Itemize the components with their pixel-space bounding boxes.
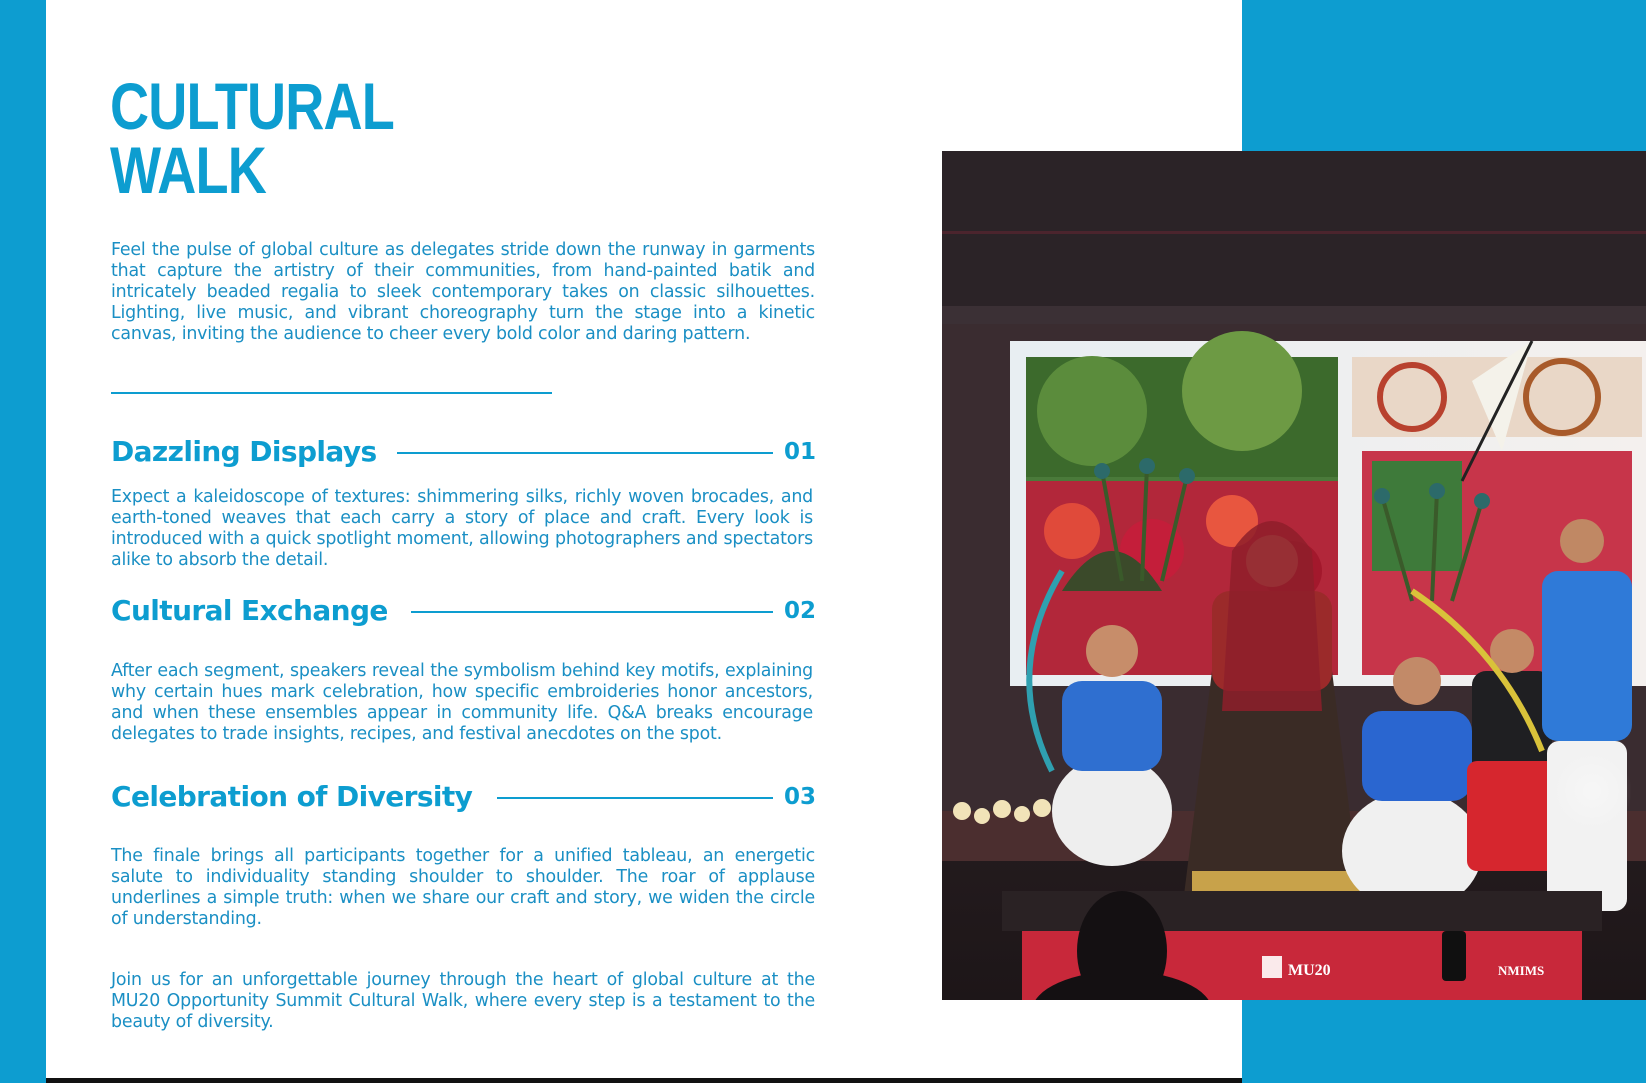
intro-paragraph: Feel the pulse of global culture as delegates stride down the runway in garments that capture the artistry of their communities, from hand-painted batik and intricately beaded regalia to sleek contemporary takes on classic silhouettes. Lighting, live music, and vibrant choreography turn the stage into a kinetic canvas, inviting the audience to cheer every bold color and daring pattern. xyxy=(111,240,815,344)
section-number: 02 xyxy=(783,598,816,624)
left-accent-bar xyxy=(0,0,46,1083)
section-body-cultural-exchange: After each segment, speakers reveal the symbolism behind key motifs, explaining why certain hues mark celebration, how specific embroideries honor ancestors, and when these ensembles appear in community life. Q&A breaks encourage delegates to trade insights, recipes, and festival anecdotes on the spot. xyxy=(111,661,813,744)
page-title xyxy=(110,69,395,207)
page-title-line-1: CULTURAL xyxy=(110,69,395,143)
banner-logo-mu20: MU20 xyxy=(1288,962,1331,979)
section-rule xyxy=(411,611,773,613)
intro-divider xyxy=(111,392,552,394)
page-title-line-2: WALK xyxy=(110,133,267,207)
performance-photo-illustration xyxy=(942,151,1646,1000)
bottom-border-line xyxy=(46,1078,1242,1083)
section-header-celebration-of-diversity xyxy=(111,779,816,819)
section-title: Cultural Exchange xyxy=(111,594,388,627)
section-title: Celebration of Diversity xyxy=(111,780,473,813)
section-rule xyxy=(497,797,773,799)
section-number: 03 xyxy=(783,784,816,810)
section-body-dazzling-displays: Expect a kaleidoscope of textures: shimmering silks, richly woven brocades, and earth-toned weaves that each carry a story of place and craft. Every look is introduced with a quick spotlight moment, allowing photographers and spectators alike to absorb the detail. xyxy=(111,487,813,570)
section-body-celebration-of-diversity: The finale brings all participants together for a unified tableau, an energetic salute to individuality standing shoulder to shoulder. The roar of applause underlines a simple truth: when we share our craft and story, we widen the circle of understanding. xyxy=(111,846,815,929)
section-header-dazzling-displays xyxy=(111,434,816,474)
banner-logo-nmims: NMIMS xyxy=(1498,963,1545,978)
performance-photo xyxy=(942,151,1646,1000)
closing-paragraph: Join us for an unforgettable journey through the heart of global culture at the MU20 Opportunity Summit Cultural Walk, where every step is a testament to the beauty of diversity. xyxy=(111,970,815,1032)
section-number: 01 xyxy=(783,439,816,465)
section-title: Dazzling Displays xyxy=(111,435,377,468)
section-rule xyxy=(397,452,773,454)
section-header-cultural-exchange xyxy=(111,593,816,633)
